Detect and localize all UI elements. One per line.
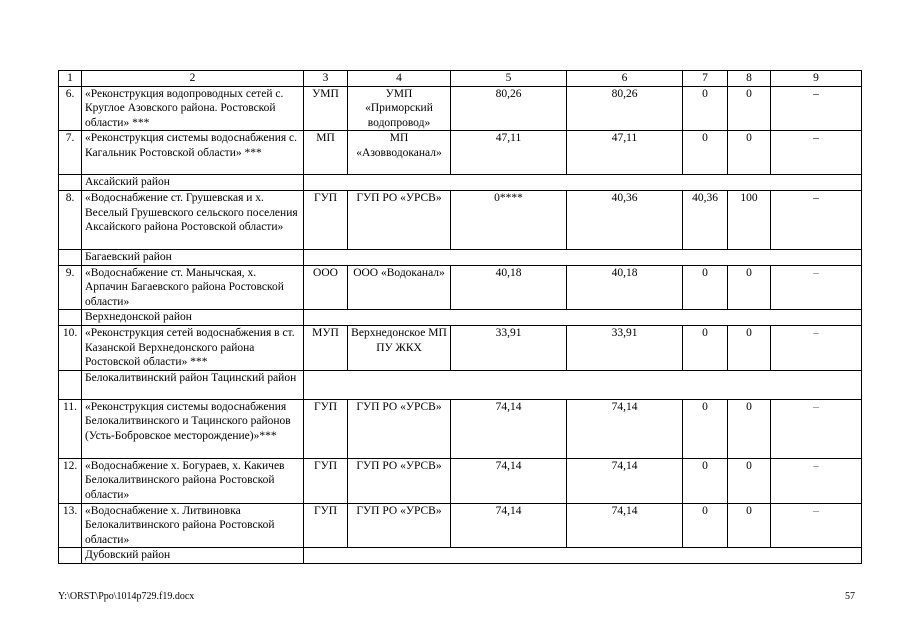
district-name: Аксайский район: [82, 175, 304, 191]
value-col6: 80,26: [567, 86, 683, 131]
header-cell: 3: [304, 71, 348, 87]
org-form: ГУП: [304, 503, 348, 548]
project-name: «Реконструкция системы водоснабжения с. Кагальник Ростовской области» ***: [82, 131, 304, 175]
table-row: [59, 325, 862, 370]
row-number: 13.: [59, 503, 82, 548]
row-number: 10.: [59, 325, 82, 370]
value-col7: 0: [683, 503, 728, 548]
project-name: «Реконструкция водопроводных сетей с. Круглое Азовского района. Ростовской области» ***: [82, 86, 304, 131]
row-number: 12.: [59, 458, 82, 503]
value-col9: –: [771, 190, 862, 249]
project-name: «Водоснабжение х. Литвиновка Белокалитвинского района Ростовской области»: [82, 503, 304, 548]
value-col6: 33,91: [567, 325, 683, 370]
value-col9: –: [771, 131, 862, 175]
district-row: [59, 370, 862, 399]
district-name: Белокалитвинский район Тацинский район: [82, 370, 304, 399]
district-name: Багаевский район: [82, 249, 304, 265]
row-number-cell: [59, 370, 82, 399]
value-col5: 33,91: [451, 325, 567, 370]
district-name: Верхнедонской район: [82, 310, 304, 326]
district-empty-cell: [304, 249, 862, 265]
project-name: «Водоснабжение х. Богураев, х. Какичев Белокалитвинского района Ростовской области»: [82, 458, 304, 503]
project-name: «Реконструкция сетей водоснабжения в ст. Казанской Верхнедонского района Ростовской области» ***: [82, 325, 304, 370]
organization: ГУП РО «УРСВ»: [348, 399, 451, 458]
value-col6: 74,14: [567, 503, 683, 548]
value-col8: 0: [728, 265, 771, 310]
value-col5: 74,14: [451, 399, 567, 458]
org-form: МУП: [304, 325, 348, 370]
header-cell: 8: [728, 71, 771, 87]
value-col6: 74,14: [567, 458, 683, 503]
table-row: [59, 190, 862, 249]
value-col6: 40,36: [567, 190, 683, 249]
district-empty-cell: [304, 310, 862, 326]
header-cell: 9: [771, 71, 862, 87]
row-number-cell: [59, 175, 82, 191]
value-col7: 0: [683, 325, 728, 370]
value-col8: 0: [728, 325, 771, 370]
document-table: [58, 70, 862, 564]
district-row: [59, 548, 862, 564]
table-row: [59, 86, 862, 131]
value-col9: –: [771, 503, 862, 548]
value-col6: 40,18: [567, 265, 683, 310]
value-col8: 0: [728, 131, 771, 175]
row-number: 8.: [59, 190, 82, 249]
header-row: [59, 71, 862, 87]
value-col7: 0: [683, 131, 728, 175]
organization: МП «Азовводоканал»: [348, 131, 451, 175]
value-col5: 47,11: [451, 131, 567, 175]
table-row: [59, 503, 862, 548]
value-col8: 0: [728, 458, 771, 503]
row-number-cell: [59, 310, 82, 326]
value-col9: –: [771, 86, 862, 131]
value-col8: 0: [728, 503, 771, 548]
value-col8: 0: [728, 399, 771, 458]
district-empty-cell: [304, 548, 862, 564]
value-col7: 0: [683, 86, 728, 131]
project-name: «Реконструкция системы водоснабжения Белокалитвинского и Тацинского районов (Усть-Бобровское месторождение)»***: [82, 399, 304, 458]
org-form: ГУП: [304, 399, 348, 458]
table-row: [59, 458, 862, 503]
district-empty-cell: [304, 175, 862, 191]
value-col5: 74,14: [451, 458, 567, 503]
footer-file-path: Y:\ORST\Ppo\1014p729.f19.docx: [58, 591, 195, 602]
organization: Верхнедонское МП ПУ ЖКХ: [348, 325, 451, 370]
header-cell: 1: [59, 71, 82, 87]
row-number: 9.: [59, 265, 82, 310]
header-cell: 6: [567, 71, 683, 87]
project-name: «Водоснабжение ст. Грушевская и х. Веселый Грушевского сельского поселения Аксайского района Ростовской области»: [82, 190, 304, 249]
organization: УМП «Приморский водопровод»: [348, 86, 451, 131]
row-number: 7.: [59, 131, 82, 175]
organization: ГУП РО «УРСВ»: [348, 190, 451, 249]
district-empty-cell: [304, 370, 862, 399]
value-col5: 80,26: [451, 86, 567, 131]
header-cell: 7: [683, 71, 728, 87]
project-name: «Водоснабжение ст. Манычская, х. Арпачин Багаевского района Ростовской области»: [82, 265, 304, 310]
row-number-cell: [59, 548, 82, 564]
value-col7: 0: [683, 458, 728, 503]
value-col9: –: [771, 265, 862, 310]
org-form: ООО: [304, 265, 348, 310]
page-number: 57: [845, 591, 855, 602]
district-row: [59, 249, 862, 265]
district-name: Дубовский район: [82, 548, 304, 564]
organization: ГУП РО «УРСВ»: [348, 503, 451, 548]
org-form: ГУП: [304, 458, 348, 503]
value-col5: 74,14: [451, 503, 567, 548]
value-col9: –: [771, 458, 862, 503]
org-form: МП: [304, 131, 348, 175]
value-col7: 0: [683, 265, 728, 310]
value-col7: 40,36: [683, 190, 728, 249]
header-cell: 2: [82, 71, 304, 87]
org-form: УМП: [304, 86, 348, 131]
value-col9: –: [771, 399, 862, 458]
value-col8: 100: [728, 190, 771, 249]
row-number: 6.: [59, 86, 82, 131]
table-row: [59, 399, 862, 458]
value-col5: 40,18: [451, 265, 567, 310]
value-col6: 47,11: [567, 131, 683, 175]
value-col8: 0: [728, 86, 771, 131]
row-number: 11.: [59, 399, 82, 458]
organization: ООО «Водоканал»: [348, 265, 451, 310]
header-cell: 4: [348, 71, 451, 87]
value-col9: –: [771, 325, 862, 370]
value-col5: 0****: [451, 190, 567, 249]
district-row: [59, 310, 862, 326]
value-col7: 0: [683, 399, 728, 458]
district-row: [59, 175, 862, 191]
organization: ГУП РО «УРСВ»: [348, 458, 451, 503]
table-row: [59, 131, 862, 175]
value-col6: 74,14: [567, 399, 683, 458]
row-number-cell: [59, 249, 82, 265]
header-cell: 5: [451, 71, 567, 87]
table-row: [59, 265, 862, 310]
org-form: ГУП: [304, 190, 348, 249]
